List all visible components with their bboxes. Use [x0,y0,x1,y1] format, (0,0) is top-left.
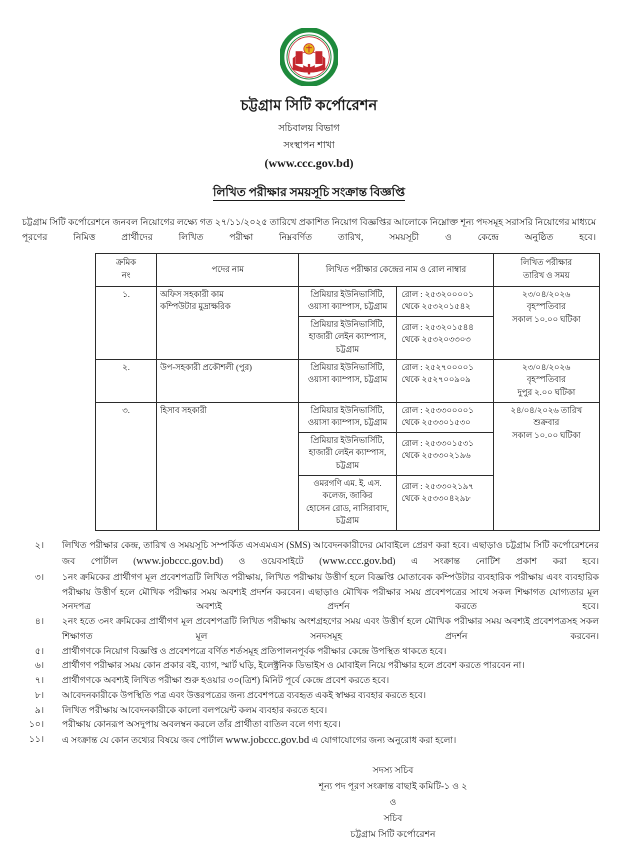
list-item [28,614,599,643]
table-head [96,254,600,286]
list-item [28,732,599,749]
website-url: (www.ccc.gov.bd) [264,156,354,170]
cell-date-line1: ২৪/০৪/২০২৬ তারিখ [510,405,583,415]
cell-date-line3: দুপুর ২.০০ ঘটিকা [517,387,576,397]
cell-venue [299,402,396,432]
cell-venue [299,432,396,475]
signature-line-1: সদস্য সচিব [372,765,414,776]
list-item-number: ৭। [34,675,44,686]
cell-roll-range: রোল : ২৫৩৩০০০০১ থেকে ২৫৩৩০১৫৩০ [396,402,493,432]
list-item-number: ৫। [34,645,44,656]
cell-roll-range: রোল : ২৫৩২০১৫৪৪ থেকে ২৫৩২০৩৩০৩ [396,316,493,359]
cell-serial: ১. [96,286,157,359]
organization-name: চট্টগ্রাম সিটি কর্পোরেশন [240,98,378,114]
cell-roll-range: রোল : ২৫৩৩০১৫৩১ থেকে ২৫৩৩০২১৯৬ [396,432,493,475]
list-item [28,658,599,673]
cell-venue [299,359,396,402]
list-item [28,570,599,614]
intro-paragraph: চট্টগ্রাম সিটি কর্পোরেশনে জনবল নিয়োগের লক্ষ্যে গত ২৭/১১/২০২৫ তারিখে প্রকাশিত নিয়োগ বিজ্ঞপ্তির আলোকে নিম্নোক্ত শূন্য পদসমূহ সরাসরি নিয়োগের মাধ্যমে পূরণের নিমিত্ত প্রার্থীদের লিখিত পরীক্ষা নিম্নবর্ণিত তারিখ, সময়সূচী ও কেন্দ্রে অনুষ্ঠিত হবে। [22,217,596,242]
list-item-text: প্রার্থীগণকে নিয়োগ বিজ্ঞপ্তি ও প্রবেশপত্রে বর্ণিত শর্তসমূহ প্রতিপালনপূর্বক পরীক্ষার কেন্দ্রে উপস্থিত থাকতে হবে। [62,645,447,656]
list-item-number: ১১। [29,734,44,745]
cell-venue-line2: হাজারী লেইন ক্যাম্পাস, চট্টগ্রাম [308,448,387,470]
column-header-date-line2: তারিখ ও সময় [522,271,570,281]
exam-schedule-table [95,253,600,531]
cell-date-line2: শুক্রবার [533,418,560,428]
column-header-serial-line2: নং [121,271,131,281]
column-header-date [493,254,599,286]
list-item [28,673,599,688]
cell-venue-line1: প্রিমিয়ার ইউনিভার্সিটি, [310,435,385,445]
cell-roll-range: রোল : ২৫৩৩০২১৯৭ থেকে ২৫৩৩০৪২৯৮ [396,475,493,530]
department-name: সচিবালয় বিভাগ [278,124,340,134]
list-item [28,538,599,570]
cell-date-line3: সকাল ১০.০০ ঘটিকা [512,430,581,440]
cell-venue-line2: হোসেন রোড, নাসিরাবাদ, চট্টগ্রাম [305,503,389,526]
cell-exam-date [493,402,599,530]
document-header [0,0,618,171]
cell-roll-range: রোল : ২৫৩২০০০০১ থেকে ২৫৩২০১৫৪২ [396,286,493,316]
ccc-website-url[interactable]: www.ccc.gov.bd [322,555,393,567]
cell-post-line1: হিসাব সহকারী [160,405,207,415]
cell-serial: ২. [96,359,157,402]
list-item [28,644,599,659]
list-item-number: ৪। [34,616,44,627]
list-item-text [62,732,599,749]
cell-serial: ৩. [96,402,157,530]
signature-line-5: চট্টগ্রাম সিটি কর্পোরেশন [350,828,436,839]
column-header-venue-roll: লিখিত পরীক্ষার কেন্দ্রের নাম ও রোল নাম্বার [299,254,493,286]
table-body [96,286,600,530]
list-item-text: ১নং ক্রমিকের প্রার্থীগণ মূল প্রবেশপত্রটি লিখিত পরীক্ষায়, লিখিত পরীক্ষায় উত্তীর্ণ হলে বিজ্ঞপ্তি মোতাবেক কম্পিউটার ব্যবহারিক পরীক্ষায় এবং ব্যবহারিক পরীক্ষায় উত্তীর্ণ হলে মৌখিক পরীক্ষার সময় অবশ্যই প্রদর্শন করবেন। এছাড়াও মৌখিক পরীক্ষার সময় প্রবেশপত্রের সাথে সকল শিক্ষাগত যোগ্যতার মূল সনদপত্র অবশ্যই প্রদর্শন করতে হবে। [62,572,599,612]
signature-line-3: ও [389,797,397,808]
signature-line-2: শূন্য পদ পূরণ সংক্রান্ত বাছাই কমিটি-১ ও ২ [318,781,468,792]
cell-roll-range: রোল : ২৫২৭০০০০১ থেকে ২৫২৭০০৯০৯ [396,359,493,402]
list-item-text: প্রার্থীগণ পরীক্ষার সময় কোন প্রকার বই, ব্যাগ, স্মার্ট ঘড়ি, ইলেক্ট্রনিক ডিভাইস ও মোবাইল নিয়ে পরীক্ষার হলে প্রবেশ করতে পারবেন না। [62,660,525,671]
list-item-text: পরীক্ষায় কোনরূপ অসদুপায় অবলম্বন করলে তাঁর প্রার্থীতা বাতিল বলে গণ্য হবে। [62,719,341,730]
cell-venue-line1: প্রিমিয়ার ইউনিভার্সিটি, [310,319,385,329]
page-title-text: লিখিত পরীক্ষার সময়সূচি সংক্রান্ত বিজ্ঞপ্তি [213,185,405,199]
list-item-number: ৬। [34,660,44,671]
joblink-url[interactable]: www.jobccc.gov.bd [225,735,310,747]
cell-post-name [157,402,299,530]
column-header-serial [96,254,157,286]
table-row [96,359,600,402]
list-item-text: ২নং হতে ৩নং ক্রমিকের প্রার্থীগণ মূল প্রবেশপত্রটি লিখিত পরীক্ষায় অংশগ্রহণের সময় এবং উত্তীর্ণ হলে মৌখিক পরীক্ষার সময় অবশ্যই প্রবেশপত্রসহ সকল শিক্ষাগত মূল সনদসমূহ প্রদর্শন করবেন। [62,616,599,641]
section-name: সংস্থাপন শাখা [283,141,335,151]
note-text-a: এ সংক্রান্ত যে কোন তথ্যের বিষয়ে জব পোর্টাল [62,735,226,746]
cell-post-name [157,359,299,402]
logo-container [0,26,618,88]
cell-post-line1: অফিস সহকারী কাম [160,289,224,299]
list-item [28,717,599,732]
list-item-number: ৯। [34,704,44,715]
column-header-post: পদের নাম [157,254,299,286]
cell-venue [299,316,396,359]
cell-post-line2: কম্পিউটার মুদ্রাক্ষরিক [160,302,231,312]
cell-venue-line2: হাজারী লেইন ক্যাম্পাস, চট্টগ্রাম [308,332,387,355]
column-header-serial-line1: ক্রমিক [116,258,137,268]
cell-post-name [157,286,299,359]
note-text-c: ) এ সংক্রান্ত নোটিশ প্রকাশ করা হবে। [392,555,599,566]
page-title [0,184,618,204]
list-item-number: ৩। [34,572,44,583]
cell-venue-line1: প্রিমিয়ার ইউনিভার্সিটি, [310,362,385,372]
cell-date-line1: ২৩/০৪/২০২৬ [522,289,571,299]
column-header-date-line1: লিখিত পরীক্ষার [520,258,572,268]
cell-post-line1: উপ-সহকারী প্রকৌশলী (পুর) [160,362,252,372]
cell-venue [299,475,396,530]
cell-venue-line2: ওয়াসা ক্যাম্পাস, চট্টগ্রাম [307,418,388,428]
notes-list [28,538,599,749]
joblink-url[interactable]: www.jobccc.gov.bd [136,555,220,567]
signature-line-4: সচিব [383,812,403,823]
signature-block [0,763,618,842]
cell-venue [299,286,396,316]
list-item-text [62,538,599,570]
cell-exam-date [493,359,599,402]
cell-date-line2: বৃহস্পতিবার [526,375,566,385]
cell-venue-line2: ওয়াসা ক্যাম্পাস, চট্টগ্রাম [307,375,388,385]
list-item [28,703,599,718]
list-item-text: আবেদনকারীকে উপস্থিতি পত্র এবং উত্তরপত্রের জন্য প্রবেশপত্রে ব্যবহৃত একই স্বাক্ষর ব্যবহার করতে হবে। [62,689,426,700]
table-row [96,402,600,432]
table-row [96,286,600,316]
list-item-number: ১০। [29,719,44,730]
note-text-b: এ যোগাযোগের জন্য অনুরোধ করা হলো। [309,735,457,746]
cell-venue-line2: ওয়াসা ক্যাম্পাস, চট্টগ্রাম [307,302,388,312]
cell-date-line1: ২৩/০৪/২০২৬ [522,362,571,372]
list-item-number: ২। [34,540,44,551]
list-item [28,688,599,703]
list-item-number: ৮। [34,689,44,700]
chattogram-city-corporation-seal-icon [280,28,338,86]
list-item-text: প্রার্থীগণকে অবশ্যই লিখিত পরীক্ষা শুরু হওয়ার ৩০(ত্রিশ) মিনিট পূর্বে কেন্দ্রে প্রবেশ করতে হবে। [62,675,390,686]
cell-date-line3: সকাল ১০.০০ ঘটিকা [512,314,581,324]
table-header-row [96,254,600,286]
list-item-text: লিখিত পরীক্ষায় আবেদনকারীকে কালো বলপয়েন্ট কলম ব্যবহার করতে হবে। [62,704,328,715]
note-text-b: ) ও ওয়েবসাইটে ( [219,555,323,566]
cell-venue-line1: ওমরগণি এম. ই. এস. কলেজ, জাকির [313,478,382,501]
cell-venue-line1: প্রিমিয়ার ইউনিভার্সিটি, [310,289,385,299]
note-text-a: লিখিত পরীক্ষার কেন্দ্র, তারিখ ও সময়সূচি সম্পর্কিত এসএমএস (SMS) আবেদনকারীদের মোবাইলে প্রেরণ করা হবে। এছাড়াও চট্টগ্রাম সিটি কর্পোরেশনের জব পোর্টাল ( [62,540,599,566]
cell-date-line2: বৃহস্পতিবার [526,302,566,312]
schedule-table-container [95,253,599,531]
cell-exam-date [493,286,599,359]
cell-venue-line1: প্রিমিয়ার ইউনিভার্সিটি, [310,405,385,415]
